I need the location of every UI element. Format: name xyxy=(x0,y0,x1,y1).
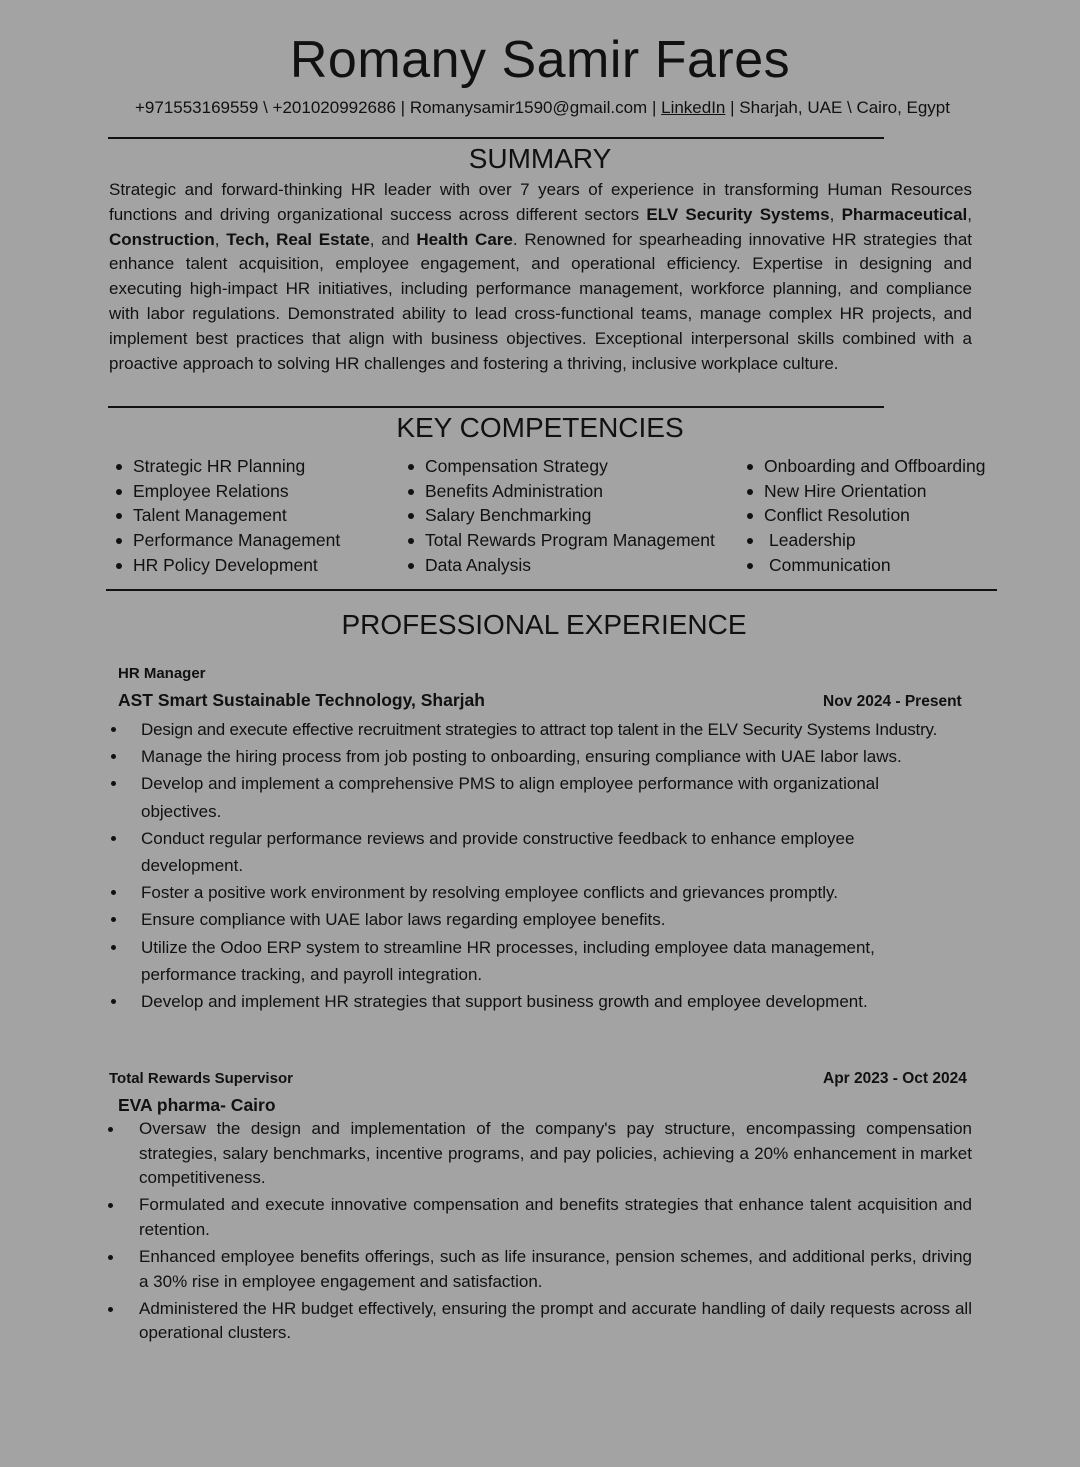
job-responsibilities xyxy=(105,1117,972,1348)
list-item: Strategic HR Planning xyxy=(109,454,399,479)
competencies-divider xyxy=(106,589,997,591)
list-item: Develop and implement HR strategies that support business growth and employee development. xyxy=(110,988,1000,1015)
list-item: Onboarding and Offboarding xyxy=(740,454,1010,479)
separator: | xyxy=(730,98,735,117)
list-item: Performance Management xyxy=(109,528,399,553)
location: Sharjah, UAE \ Cairo, Egypt xyxy=(739,98,950,117)
list-item: Benefits Administration xyxy=(401,479,741,504)
competencies-heading: KEY COMPETENCIES xyxy=(396,412,684,443)
list-item: HR Policy Development xyxy=(109,553,399,578)
linkedin-link[interactable]: LinkedIn xyxy=(661,98,726,117)
summary-text: Strategic and forward-thinking HR leader with over 7 years of experience in transforming Human Resources functions and driving organizational success across different sectors ELV Security Systems, Pharmaceutical, Construction, Tech, Real Estate, and Health Care. Renowned for spearheading innovative HR strategies that enhance talent acquisition, employee engagement, and operational efficiency. Expertise in designing and executing high-impact HR initiatives, including performance management, workforce planning, and compliance with labor regulations. Demonstrated ability to lead cross-functional teams, manage complex HR projects, and implement best practices that align with business objectives. Exceptional interpersonal skills combined with a proactive approach to solving HR challenges and fostering a thriving, inclusive workplace culture. xyxy=(109,180,973,373)
header-divider xyxy=(108,137,884,139)
list-item: Develop and implement a comprehensive PMS to align employee performance with organizational objectives. xyxy=(110,770,1000,824)
list-item: Conduct regular performance reviews and provide constructive feedback to enhance employee development. xyxy=(110,825,1000,879)
list-item: Enhanced employee benefits offerings, such as life insurance, pension schemes, and additional perks, driving a 30% rise in employee engagement and satisfaction. xyxy=(105,1245,972,1294)
job-dates: Nov 2024 - Present xyxy=(823,693,962,710)
list-item: Leadership xyxy=(740,528,1010,553)
list-item: Conflict Resolution xyxy=(740,503,1010,528)
list-item: Design and execute effective recruitment strategies to attract top talent in the ELV Security Systems Industry. xyxy=(110,716,1000,743)
job-title: HR Manager xyxy=(118,665,206,682)
job-responsibilities xyxy=(110,716,1000,1015)
job-title: Total Rewards Supervisor xyxy=(109,1070,293,1087)
list-item: New Hire Orientation xyxy=(740,479,1010,504)
list-item: Ensure compliance with UAE labor laws regarding employee benefits. xyxy=(110,906,1000,933)
separator: | xyxy=(400,98,406,117)
competencies-column-1 xyxy=(109,454,399,578)
list-item: Administered the HR budget effectively, ensuring the prompt and accurate handling of daily requests across all operational clusters. xyxy=(105,1297,972,1346)
candidate-name: Romany Samir Fares xyxy=(289,31,791,89)
list-item: Compensation Strategy xyxy=(401,454,741,479)
separator: | xyxy=(651,98,657,117)
list-item: Data Analysis xyxy=(401,553,741,578)
list-item: Salary Benchmarking xyxy=(401,503,741,528)
competencies-column-3 xyxy=(740,454,1010,578)
experience-heading: PROFESSIONAL EXPERIENCE xyxy=(341,609,747,640)
list-item: Communication xyxy=(740,553,1010,578)
summary-divider xyxy=(108,406,884,408)
list-item: Employee Relations xyxy=(109,479,399,504)
list-item: Manage the hiring process from job posting to onboarding, ensuring compliance with UAE labor laws. xyxy=(110,743,1000,770)
competencies-column-2 xyxy=(401,454,741,578)
contact-line xyxy=(0,97,1080,119)
list-item: Foster a positive work environment by resolving employee conflicts and grievances promptly. xyxy=(110,879,1000,906)
company-name: EVA pharma- Cairo xyxy=(118,1095,276,1115)
list-item: Utilize the Odoo ERP system to streamline HR processes, including employee data management, performance tracking, and payroll integration. xyxy=(110,934,1000,988)
phone-numbers: +971553169559 \ +201020992686 xyxy=(134,98,396,117)
list-item: Total Rewards Program Management xyxy=(401,528,741,553)
job-dates: Apr 2023 - Oct 2024 xyxy=(823,1070,967,1087)
company-name: AST Smart Sustainable Technology, Sharjah xyxy=(118,690,485,710)
list-item: Formulated and execute innovative compensation and benefits strategies that enhance talent acquisition and retention. xyxy=(105,1193,972,1242)
email-address[interactable]: Romanysamir1590@gmail.com xyxy=(409,98,648,117)
list-item: Talent Management xyxy=(109,503,399,528)
list-item: Oversaw the design and implementation of the company's pay structure, encompassing compensation strategies, salary benchmarks, incentive programs, and pay policies, achieving a 20% enhancement in market competitiveness. xyxy=(105,1117,972,1191)
summary-heading: SUMMARY xyxy=(468,143,612,174)
